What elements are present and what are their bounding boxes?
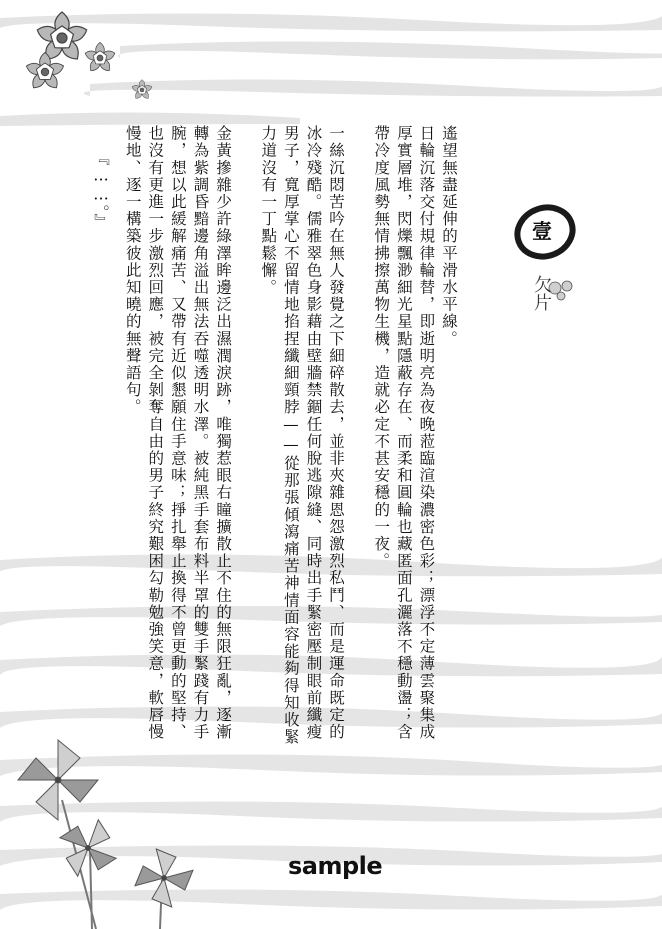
paragraph: 金黃摻雜少許綠澤眸邊泛出濕潤淚跡，唯獨惹眼右瞳擴散止不住的無限狂亂，逐漸轉為紫調昏黯邊角溢出無法吞噬透明水澤。被純黑手套布料半罩的雙手緊踐有力手腕，想以此緩解痛苦、又帶有近似懇願住手意味；掙扎舉止換得不曾更動的堅持、也沒有更進一步激烈回應，被完全剝奪自由的男子終究艱困勾勒勉強笑意，軟唇慢慢地、逐一構築彼此知曉的無聲語句。 xyxy=(123,125,233,741)
body-text xyxy=(123,125,460,755)
paragraph: 遙望無盡延伸的平滑水平線。 xyxy=(440,125,458,348)
paragraph: 日輪沉落交付規律輪替，即逝明亮為夜晚蒞臨渲染濃密色彩；漂浮不定薄雲聚集成厚實層堆，閃爍飄渺細光星點隱蔽存在、而柔和圓輪也藏匿面孔灑落不穩動盪；含帶冷度風勢無情拂擦萬物生機，造就必定不甚安穩的一夜。 xyxy=(372,125,436,741)
paragraph: 一絲沉悶苦吟在無人發覺之下細碎散去，並非夾雜恩怨激烈私鬥、而是運命既定的冰冷殘酷。儒雅翠色身影藉由壁牆禁錮任何脫逃隙縫、同時出手緊密壓制眼前纖瘦男子，寬厚掌心不留情地掐捏纖細頸脖——從那張傾瀉痛苦神情面容能夠得知收緊力道沒有一丁點鬆懈。 xyxy=(259,125,346,746)
ellipsis-dialogue: 『……。』 xyxy=(92,150,110,230)
chapter-numeral: 壹 xyxy=(532,219,552,243)
paragraph-spacer xyxy=(234,125,257,755)
sakura-icon xyxy=(25,12,153,100)
chapter-label: 欠片 xyxy=(531,275,552,311)
paragraph-spacer xyxy=(347,125,370,755)
sample-watermark: sample xyxy=(288,852,383,880)
